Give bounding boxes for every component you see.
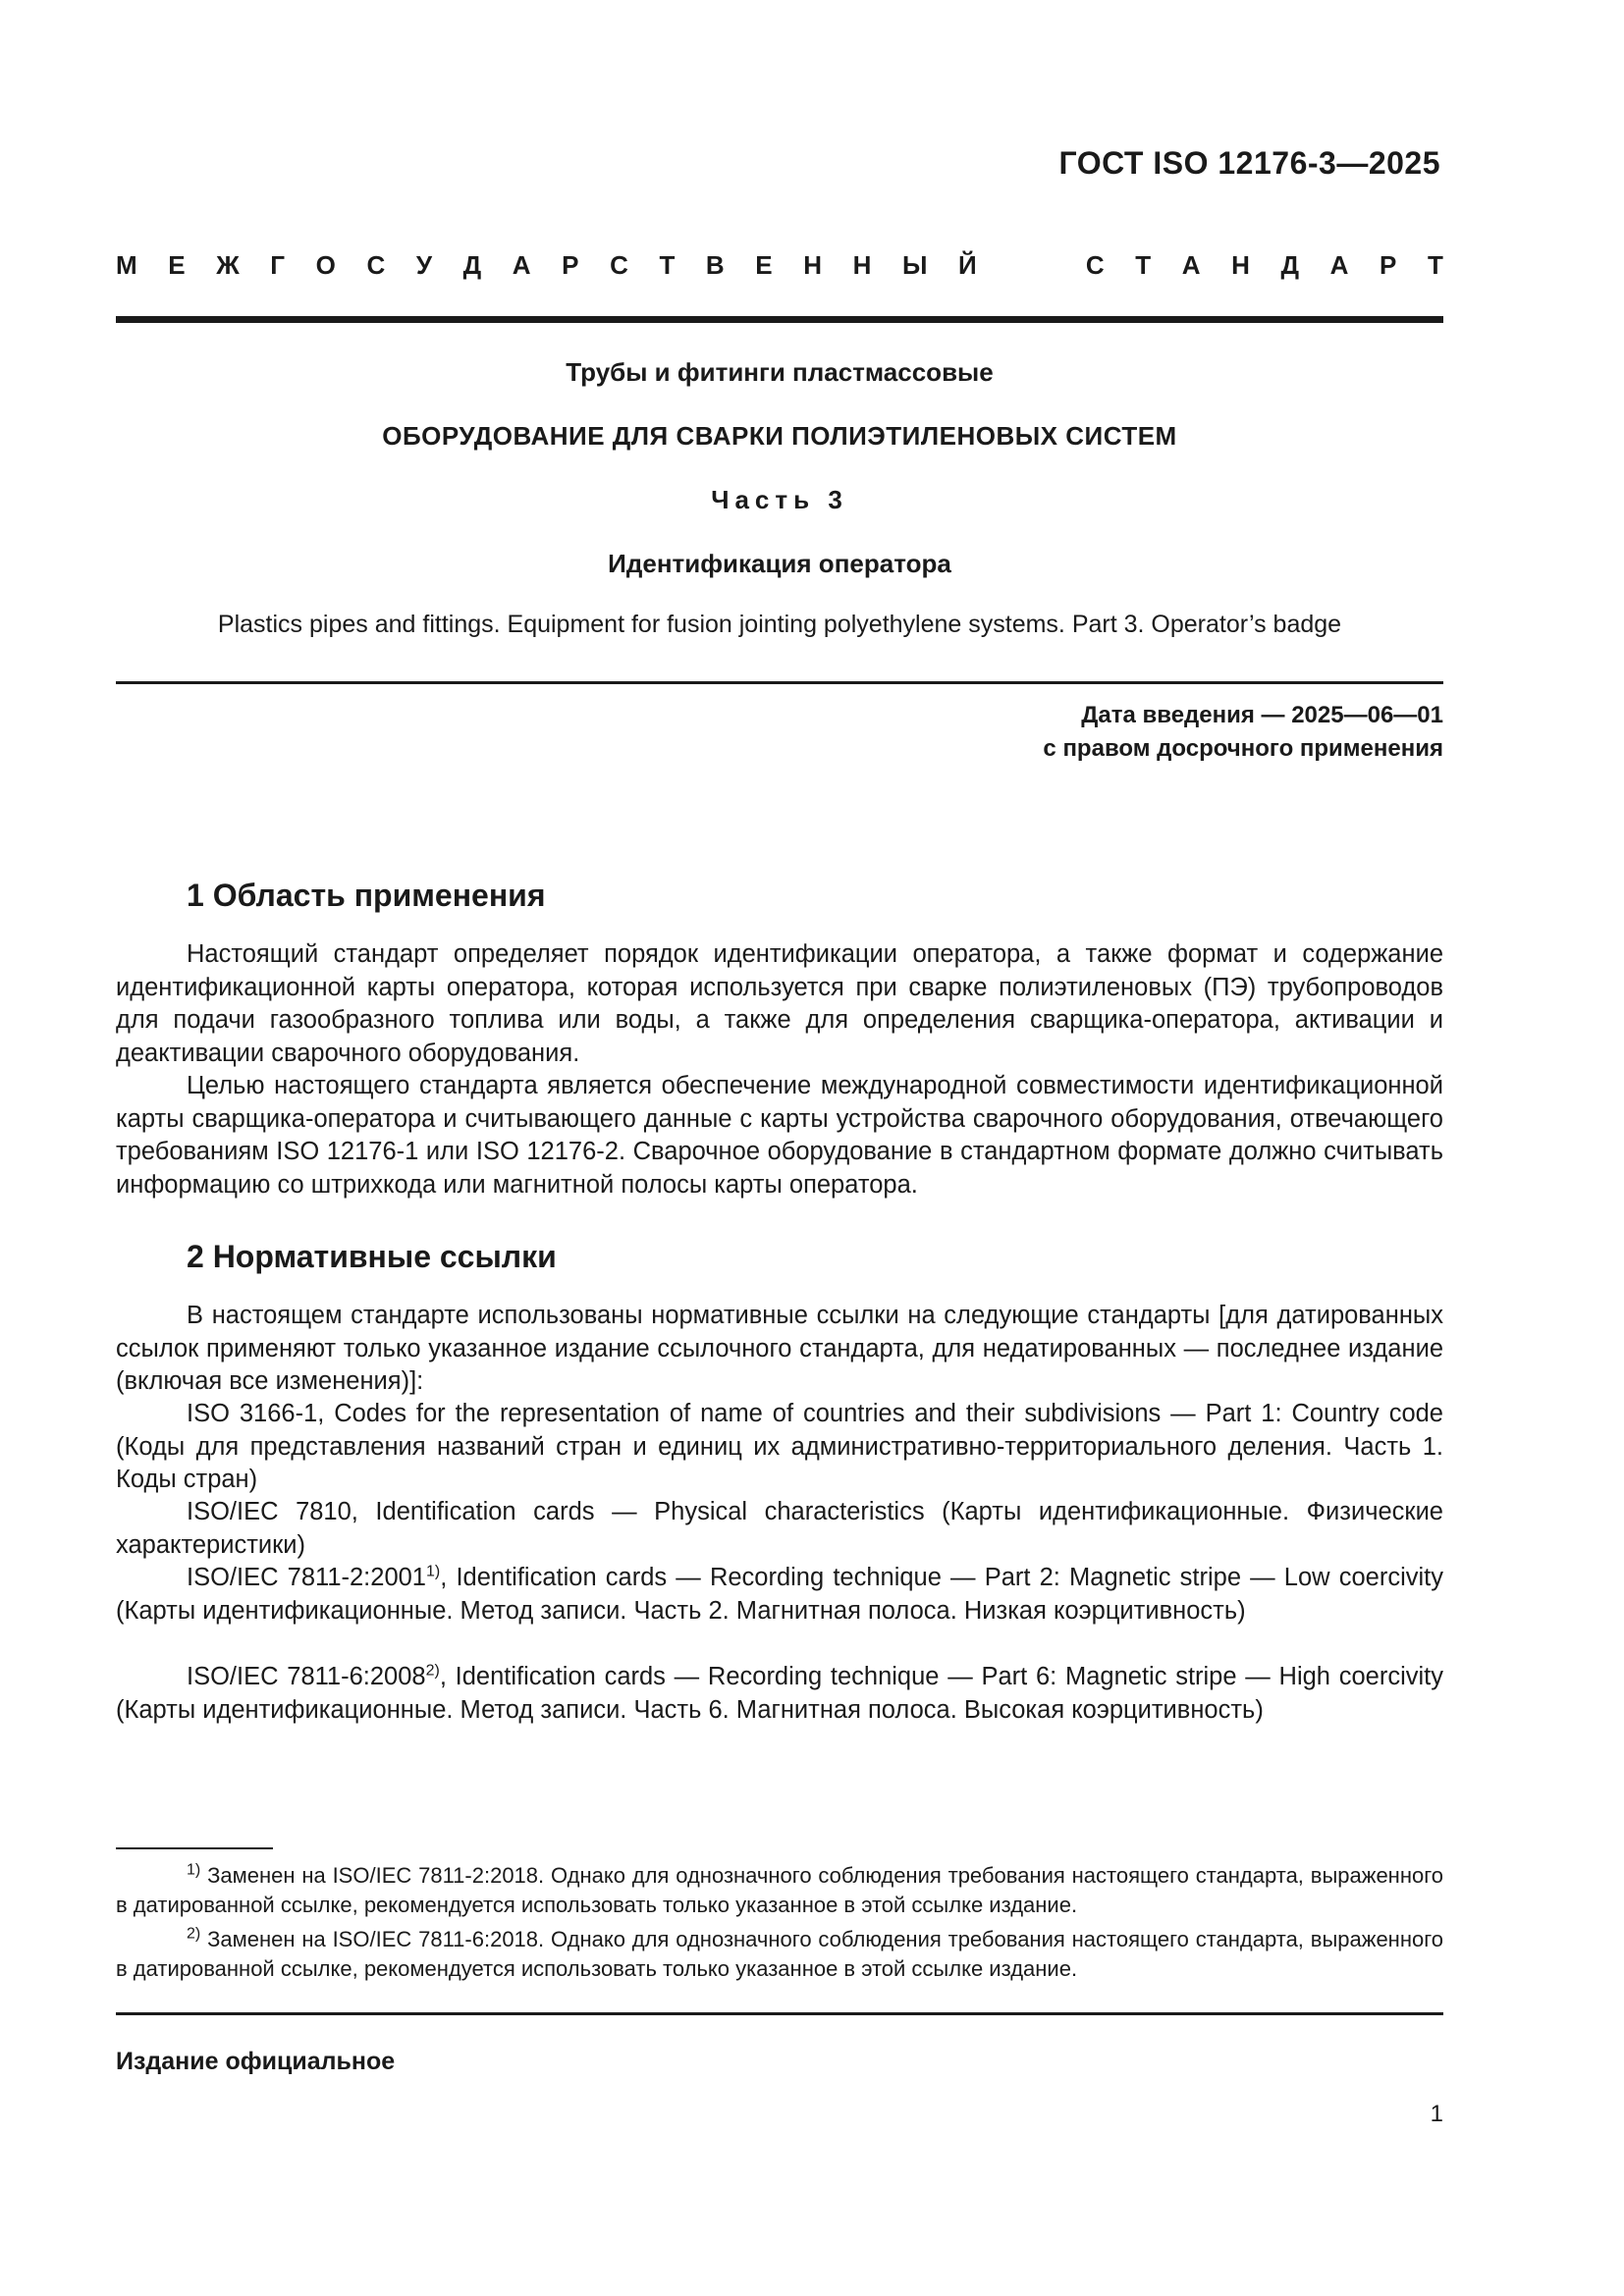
banner-letter: В xyxy=(705,250,725,280)
reference-code: ISO/IEC 7811-2:2001 xyxy=(187,1564,426,1591)
reference-iso-iec-7811-2 xyxy=(116,1562,1443,1628)
title-divider xyxy=(116,681,1443,684)
footnote-marker[interactable]: 1) xyxy=(426,1563,441,1580)
footnote-marker[interactable]: 2) xyxy=(425,1662,440,1680)
early-application-note: с правом досрочного применения xyxy=(1043,735,1443,762)
banner-word-gap xyxy=(1007,250,1055,281)
banner-letter: У xyxy=(415,250,433,280)
document-code: ГОСТ ISO 12176-3—2025 xyxy=(1058,145,1440,181)
banner-letter: О xyxy=(315,250,336,280)
footnote-mark: 1) xyxy=(187,1861,201,1879)
section-1-heading: 1 Область применения xyxy=(187,878,546,913)
banner-letter: Т xyxy=(659,250,676,280)
title-line-2: ОБОРУДОВАНИЕ ДЛЯ СВАРКИ ПОЛИЭТИЛЕНОВЫХ СИСТЕМ xyxy=(382,421,1177,451)
banner-letter: Т xyxy=(1427,250,1443,280)
footnote-separator xyxy=(116,1847,273,1849)
banner-letter: Ж xyxy=(216,250,240,280)
banner-letter: Ы xyxy=(901,250,928,280)
reference-text: , Identification cards — Recording technique — Part 6: Magnetic stripe — High coercivity (Карты идентификационные. Метод записи. Часть 6. Магнитная полоса. Высокая коэрцитивность) xyxy=(116,1663,1443,1724)
banner-letter: С xyxy=(1085,250,1105,280)
banner-letter: Й xyxy=(958,250,977,280)
banner-letter: Н xyxy=(1231,250,1250,280)
footnote-1 xyxy=(116,1861,1443,1920)
banner-letter: Д xyxy=(462,250,482,280)
banner-letter: Р xyxy=(562,250,579,280)
banner-letter: С xyxy=(610,250,628,280)
banner-letter: С xyxy=(366,250,386,280)
banner-letter: Р xyxy=(1380,250,1397,280)
title-part: Часть 3 xyxy=(711,485,848,514)
banner-letter: М xyxy=(116,250,137,280)
page-number: 1 xyxy=(1430,2101,1443,2127)
title-line-1: Трубы и фитинги пластмассовые xyxy=(566,357,994,387)
footnote-text: Заменен на ISO/IEC 7811-2:2018. Однако для однозначного соблюдения требования настоящего стандарта, выраженного в датированной ссылке, рекомендуется использовать только указанное в этой ссылке издание. xyxy=(116,1863,1443,1917)
banner-letter: А xyxy=(1329,250,1349,280)
section-1-paragraph-1: Настоящий стандарт определяет порядок идентификации оператора, а также формат и содержание идентификационной карты оператора, которая используется при сварке полиэтиленовых (ПЭ) трубопроводов для подачи газообразного топлива или воды, а также для определения сварщика-оператора, активации и деактивации сварочного оборудования. xyxy=(116,940,1443,1067)
footnote-text: Заменен на ISO/IEC 7811-6:2018. Однако для однозначного соблюдения требования настоящего стандарта, выраженного в датированной ссылке, рекомендуется использовать только указанное в этой ссылке издание. xyxy=(116,1927,1443,1981)
official-edition-label: Издание официальное xyxy=(116,2048,396,2075)
reference-iso-iec-7811-6 xyxy=(116,1661,1443,1727)
title-line-4: Идентификация оператора xyxy=(608,549,951,578)
section-1-paragraph-2: Целью настоящего стандарта является обеспечение международной совместимости идентификационной карты сварщика-оператора и считывающего данные с карты устройства сварочного оборудования, отвечающего требованиям ISO 12176-1 или ISO 12176-2. Сварочное оборудование в стандартном формате должно считывать информацию со штрихкода или магнитной полосы карты оператора. xyxy=(116,1072,1443,1199)
title-english: Plastics pipes and fittings. Equipment for fusion jointing polyethylene systems. Part 3. Operator’s badge xyxy=(217,611,1342,638)
header-divider xyxy=(116,316,1443,323)
banner-letter: Т xyxy=(1135,250,1152,280)
section-2-heading: 2 Нормативные ссылки xyxy=(187,1239,557,1274)
banner-letter: Н xyxy=(803,250,823,280)
reference-code: ISO/IEC 7811-6:2008 xyxy=(187,1663,426,1690)
banner-letter: Е xyxy=(168,250,186,280)
reference-iso-iec-7810: ISO/IEC 7810, Identification cards — Physical characteristics (Карты идентификационные. Физические характеристики) xyxy=(116,1498,1443,1559)
introduction-date: Дата введения — 2025—06—01 xyxy=(1081,702,1443,728)
reference-text: , Identification cards — Recording technique — Part 2: Magnetic stripe — Low coercivity (Карты идентификационные. Метод записи. Часть 2. Магнитная полоса. Низкая коэрцитивность) xyxy=(116,1564,1443,1625)
banner-letter: Д xyxy=(1280,250,1300,280)
banner-letter: Е xyxy=(755,250,773,280)
banner-letter: Н xyxy=(852,250,872,280)
introduction-date-block xyxy=(1043,699,1443,766)
banner-letter: А xyxy=(1181,250,1201,280)
footer-divider xyxy=(116,2012,1443,2015)
banner-letter: А xyxy=(512,250,531,280)
banner-letter: Г xyxy=(270,250,286,280)
reference-iso-3166-1: ISO 3166-1, Codes for the representation of name of countries and their subdivisions — Part 1: Country code (Коды для представления названий стран и единиц их административно-территориального деления. Часть 1. Коды стран) xyxy=(116,1400,1443,1493)
interstate-standard-banner xyxy=(116,250,1443,281)
section-2-paragraph-1: В настоящем стандарте использованы нормативные ссылки на следующие стандарты [для датированных ссылок применяют только указанное издание ссылочного стандарта, для недатированных — последнее издание (включая все изменения)]: xyxy=(116,1302,1443,1395)
footnote-2 xyxy=(116,1925,1443,1984)
footnote-mark: 2) xyxy=(187,1925,201,1943)
